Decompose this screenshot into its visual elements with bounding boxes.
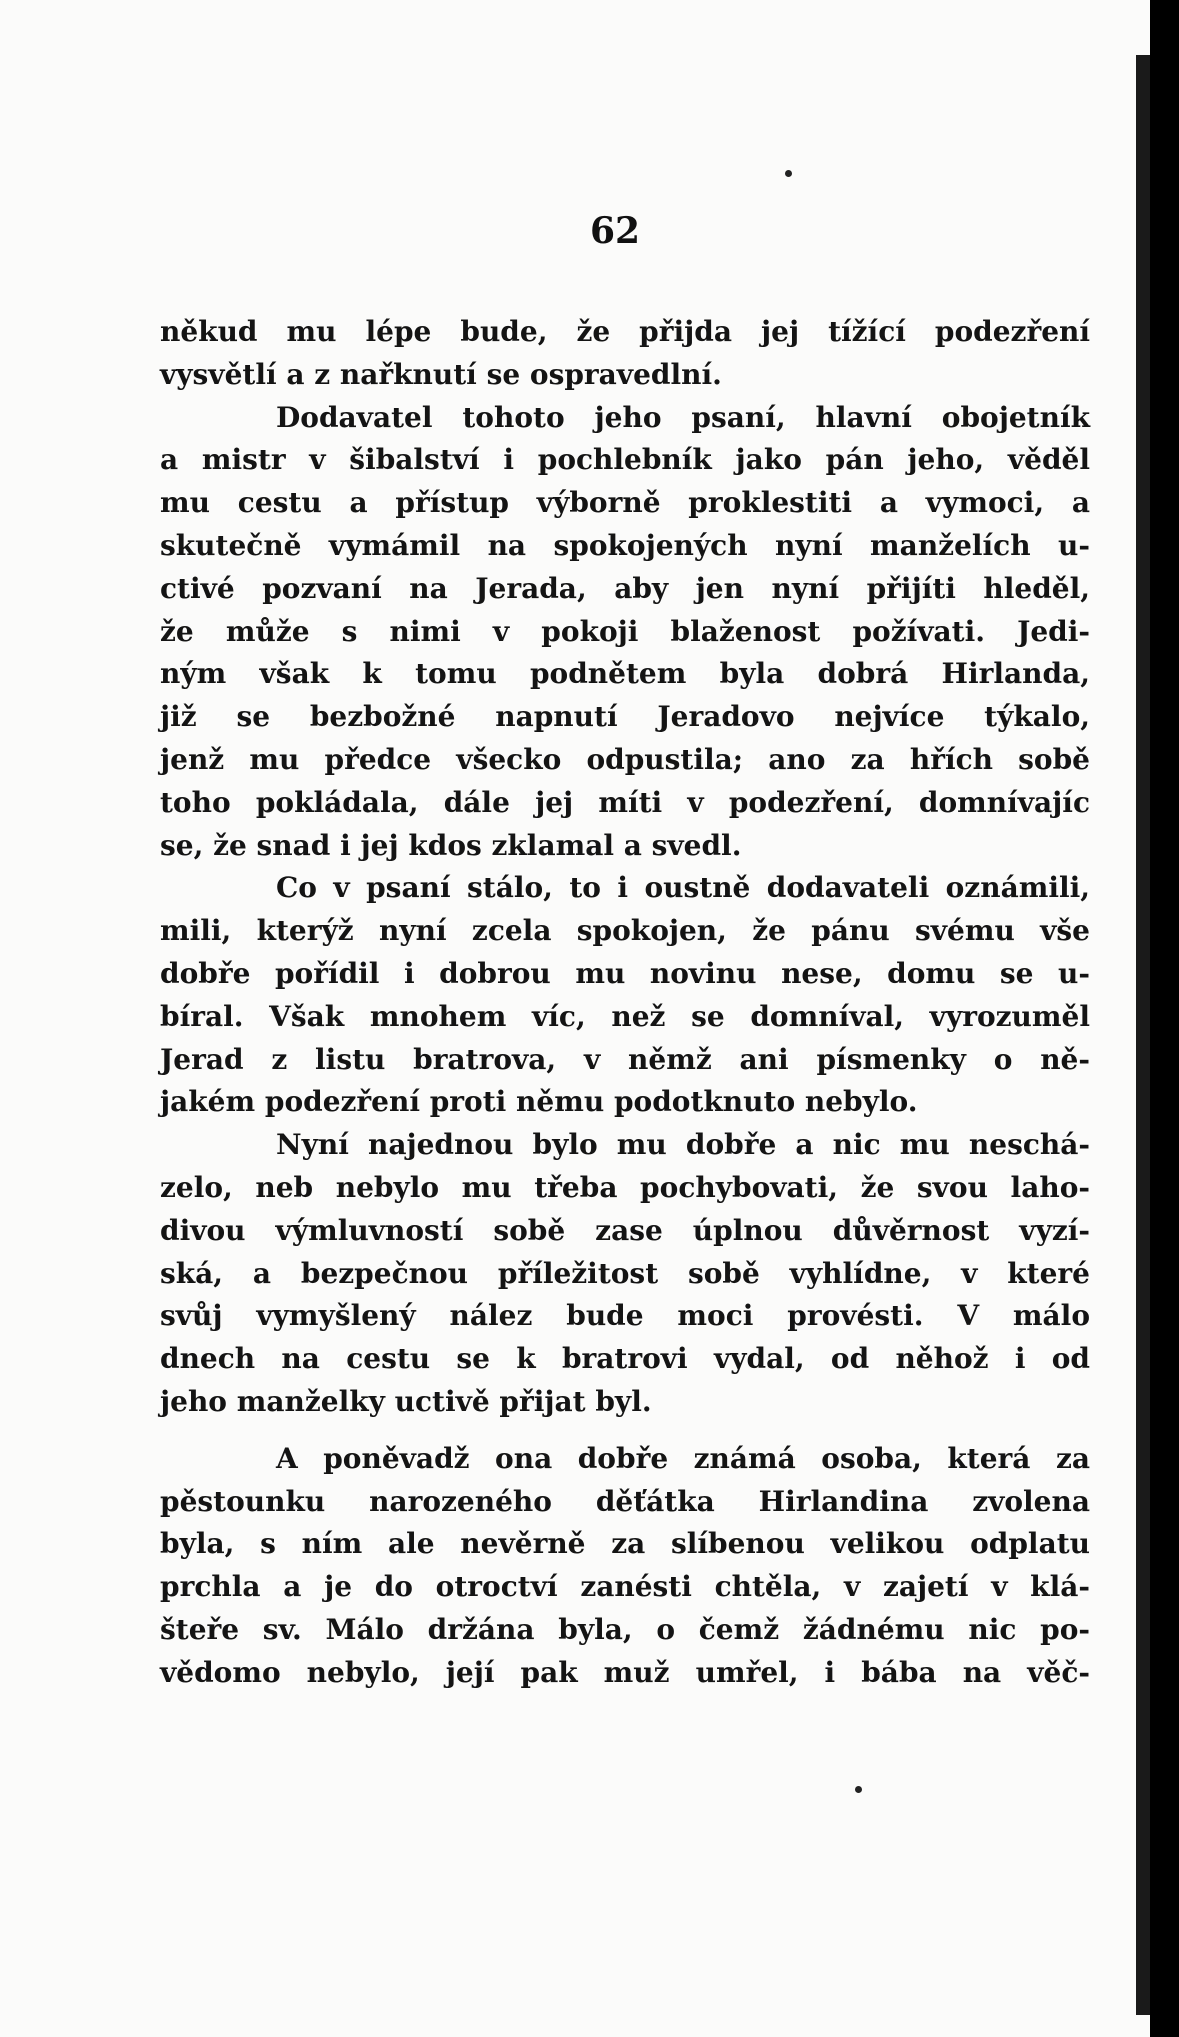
text-line: a mistr v šibalství i pochlebník jako pán jeho, věděl [160,443,1090,477]
text-line: mu cestu a přístup výborně proklestiti a vymoci, a [160,486,1090,520]
text-line: jeho manželky uctivě přijat byl. [160,1384,652,1418]
text-line: byla, s ním ale nevěrně za slíbenou velikou odplatu [160,1527,1090,1561]
text-line: již se bezbožné napnutí Jeradovo nejvíce týkalo, [160,700,1090,734]
text-line: A poněvadž ona dobře známá osoba, která za [276,1441,1090,1475]
text-line: skutečně vymámil na spokojených nyní manželích u- [160,528,1090,562]
text-line: Dodavatel tohoto jeho psaní, hlavní obojetník [276,400,1090,434]
text-line: Co v psaní stálo, to i oustně dodavateli oznámili, [276,871,1090,905]
text-line: prchla a je do otroctví zanésti chtěla, v zajetí v klá- [160,1570,1090,1604]
page-number: 62 [589,210,641,252]
text-line: šteře sv. Málo držána byla, o čemž žádnému nic po- [160,1612,1090,1646]
text-line: toho pokládala, dále jej míti v podezření, domnívajíc [160,785,1090,819]
text-line: ská, a bezpečnou příležitost sobě vyhlídne, v které [160,1256,1090,1290]
text-line: divou výmluvností sobě zase úplnou důvěrnost vyzí- [160,1213,1090,1247]
text-line: ctivé pozvaní na Jerada, aby jen nyní přijíti hleděl, [160,571,1090,605]
text-line: jakém podezření proti němu podotknuto nebylo. [160,1085,918,1119]
body-text [160,311,1090,1695]
text-line: Jerad z listu bratrova, v němž ani písmenky o ně- [160,1042,1090,1076]
text-line: jenž mu předce všecko odpustila; ano za hřích sobě [160,742,1090,776]
text-line: zelo, neb nebylo mu třeba pochybovati, že svou laho- [160,1170,1090,1204]
text-line: bíral. Však mnohem víc, než se domníval, vyrozuměl [160,999,1090,1033]
text-line: že může s nimi v pokoji blaženost požívati. Jedi- [160,614,1090,648]
page-edge-shadow [1136,55,1150,2015]
text-line: svůj vymyšlený nález bude moci provésti. V málo [160,1299,1090,1333]
speck [785,170,792,177]
text-line: dnech na cestu se k bratrovi vydal, od něhož i od [160,1342,1090,1376]
text-line: Nyní najednou bylo mu dobře a nic mu neschá- [276,1128,1090,1162]
text-line: se, že snad i jej kdos zklamal a svedl. [160,828,742,862]
text-line: mili, kterýž nyní zcela spokojen, že pánu svému vše [160,914,1090,948]
text-line: ným však k tomu podnětem byla dobrá Hirlanda, [160,657,1090,691]
speck [855,1786,862,1793]
text-line: vědomo nebylo, její pak muž umřel, i bába na věč- [160,1655,1090,1689]
text-line: dobře pořídil i dobrou mu novinu nese, domu se u- [160,956,1090,990]
text-line: vysvětlí a z nařknutí se ospravedlní. [160,357,722,391]
text-line: někud mu lépe bude, že přijda jej tížící podezření [160,315,1090,348]
text-line: pěstounku narozeného děťátka Hirlandina zvolena [160,1484,1090,1518]
